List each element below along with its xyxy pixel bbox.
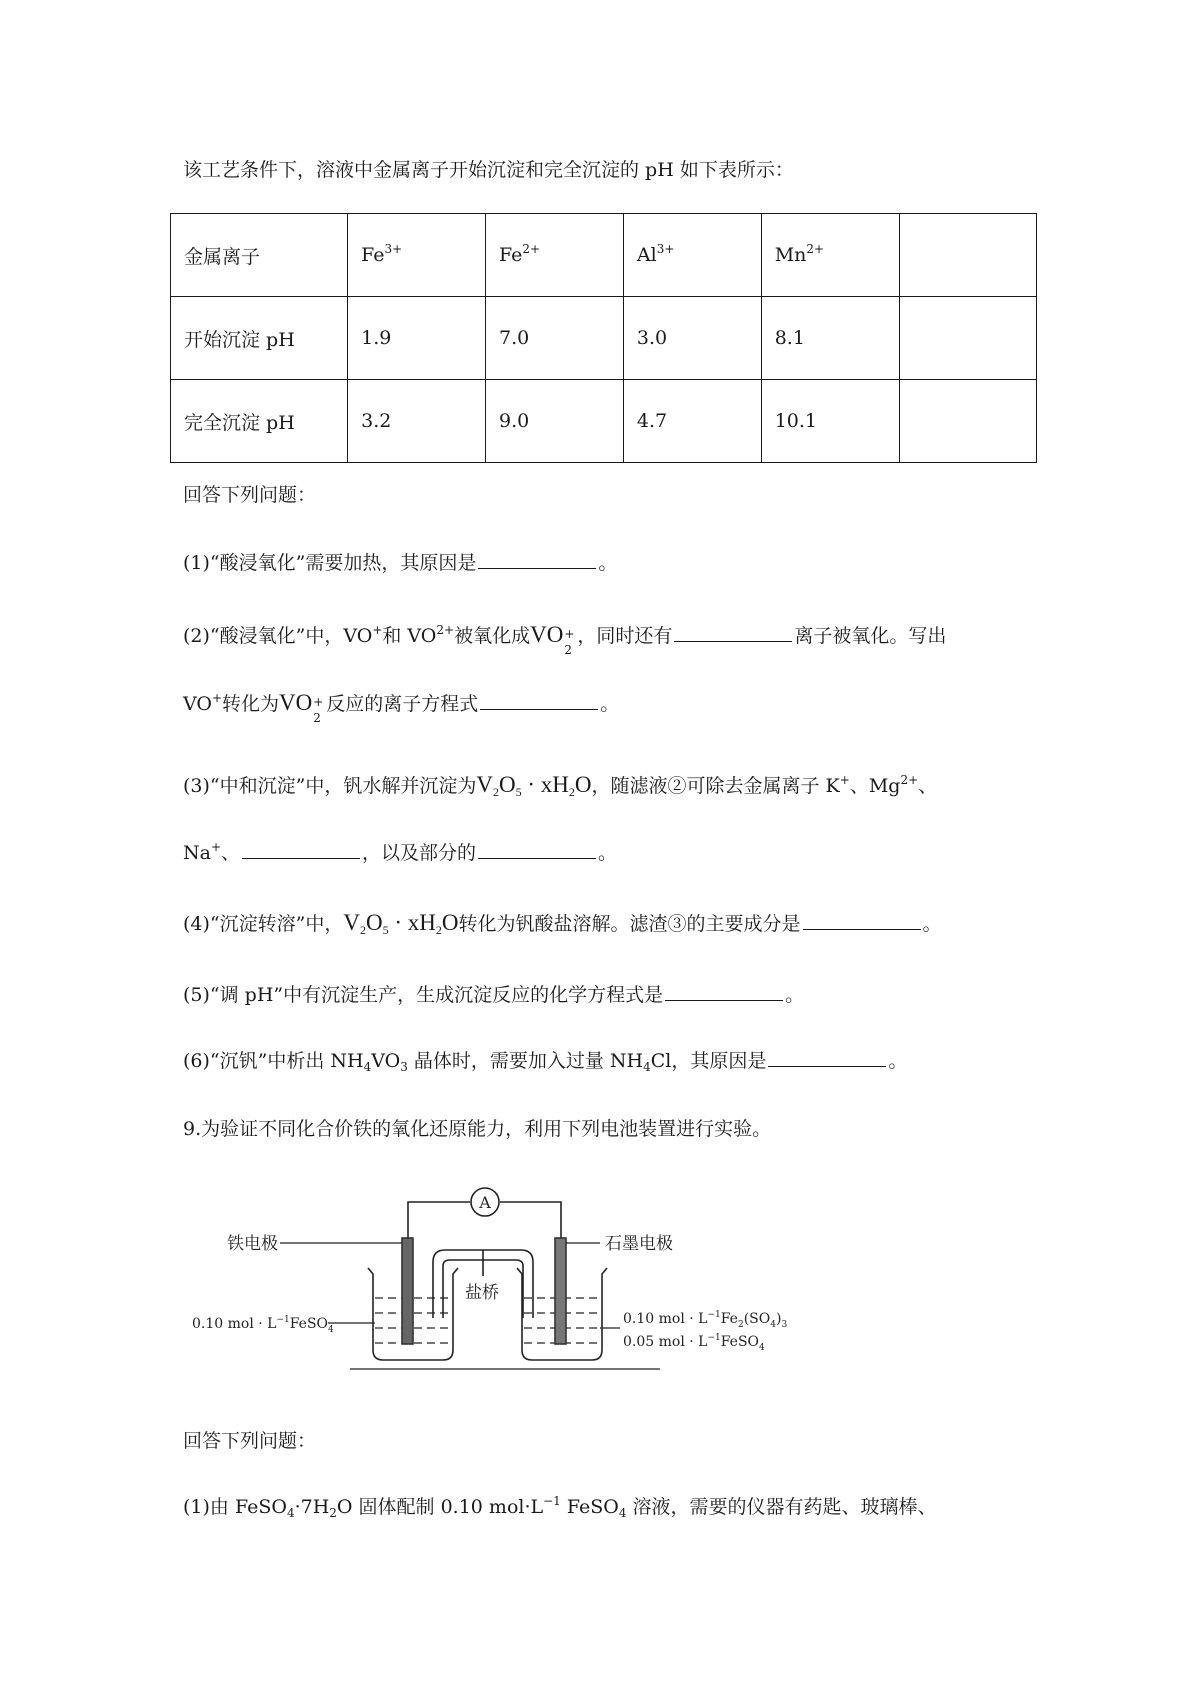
question-2: (2)“酸浸氧化”中，VO+和 $VO^{2+}$被氧化成VO + 2 ，同时还有 离子被氧化。写出 xyxy=(183,622,947,657)
answer-blank[interactable] xyxy=(242,838,360,859)
table-cell: 4.7 xyxy=(623,380,761,463)
answer-heading: 回答下列问题： xyxy=(183,484,317,506)
formula-v2o5: $V_2O_5 \cdot xH_2O$ xyxy=(343,910,459,937)
question-2-continued: VO+转化为VO + 2 反应的离子方程式 。 xyxy=(183,690,620,725)
table-cell xyxy=(899,380,1036,463)
table-row-label: 开始沉淀 pH xyxy=(171,297,348,380)
precipitation-table xyxy=(170,213,1037,463)
answer-blank[interactable] xyxy=(480,689,598,710)
table-cell xyxy=(899,297,1036,380)
answer-blank[interactable] xyxy=(674,621,792,642)
question-9-1: (1)由 $FeSO_4\cdot 7H_2O$ 固体配制 0.10 $mol\cdot L^{-1}$ FeSO$_4$ 溶液，需要的仪器有药匙、玻璃棒、 xyxy=(183,1494,937,1520)
ammeter-label: A xyxy=(479,1193,491,1212)
answer-blank[interactable] xyxy=(478,838,596,859)
answer-blank[interactable] xyxy=(665,980,783,1001)
table-cell: 9.0 xyxy=(486,380,624,463)
question-4: (4)“沉淀转溶”中，$V_2O_5 \cdot xH_2O$转化为钒酸盐溶解。滤渣③的主要成分是 。 xyxy=(183,910,942,937)
question-1: (1)“酸浸氧化”需要加热，其原因是 。 xyxy=(183,548,617,578)
question-3-continued: Na+、 ，以及部分的 。 xyxy=(183,840,618,864)
table-row xyxy=(171,214,1037,297)
table-row xyxy=(171,380,1037,463)
question-9: 9.为验证不同化合价铁的氧化还原能力，利用下列电池装置进行实验。 xyxy=(183,1118,772,1140)
right-solution-label-2: 0.05 mol · $L^{-1}FeSO_4$ xyxy=(623,1333,765,1353)
question-3: (3)“中和沉淀”中，钒水解并沉淀为$V_2O_5 \cdot xH_2O$，随滤液②可除去金属离子 K+、$Mg^{2+}$、 xyxy=(183,772,938,799)
left-solution-label: 0.10 mol · $L^{-1}FeSO_4$ xyxy=(192,1315,334,1335)
question-5: (5)“调 pH”中有沉淀生产，生成沉淀反应的化学方程式是 。 xyxy=(183,980,804,1010)
answer-blank[interactable] xyxy=(478,548,596,569)
table-cell: 8.1 xyxy=(761,297,899,380)
table-cell: 1.9 xyxy=(348,297,486,380)
table-cell: $Fe^{2+}$ xyxy=(486,214,624,297)
table-cell: $Al^{3+}$ xyxy=(623,214,761,297)
graphite-electrode-label: 石墨电极 xyxy=(605,1234,673,1254)
table-cell: $Fe^{3+}$ xyxy=(348,214,486,297)
table-cell: 10.1 xyxy=(761,380,899,463)
table-cell: 3.0 xyxy=(623,297,761,380)
galvanic-cell-diagram xyxy=(180,1178,800,1408)
table-cell: $Mn^{2+}$ xyxy=(761,214,899,297)
table-header-label: 金属离子 xyxy=(171,214,348,297)
table-row-label: 完全沉淀 pH xyxy=(171,380,348,463)
graphite-electrode xyxy=(555,1238,566,1344)
table-cell xyxy=(899,214,1036,297)
right-solution-label-1: 0.10 mol · $L^{-1}Fe_2(SO_4)_3$ xyxy=(623,1310,788,1330)
iron-electrode-label: 铁电极 xyxy=(227,1234,278,1254)
salt-bridge-label: 盐桥 xyxy=(465,1283,499,1303)
question-6: (6)“沉钒”中析出 $NH_4VO_3$ 晶体时，需要加入过量 $NH_4Cl$，其原因是 。 xyxy=(183,1046,907,1076)
table-row xyxy=(171,297,1037,380)
iron-electrode xyxy=(402,1238,413,1344)
intro-text: 该工艺条件下，溶液中金属离子开始沉淀和完全沉淀的 pH 如下表所示： xyxy=(183,159,794,181)
formula-v2o5: $V_2O_5 \cdot xH_2O$ xyxy=(476,772,592,799)
table-cell: 3.2 xyxy=(348,380,486,463)
table-cell: 7.0 xyxy=(486,297,624,380)
answer-blank[interactable] xyxy=(768,1046,886,1067)
answer-blank[interactable] xyxy=(803,909,921,930)
answer-heading: 回答下列问题： xyxy=(183,1430,317,1452)
